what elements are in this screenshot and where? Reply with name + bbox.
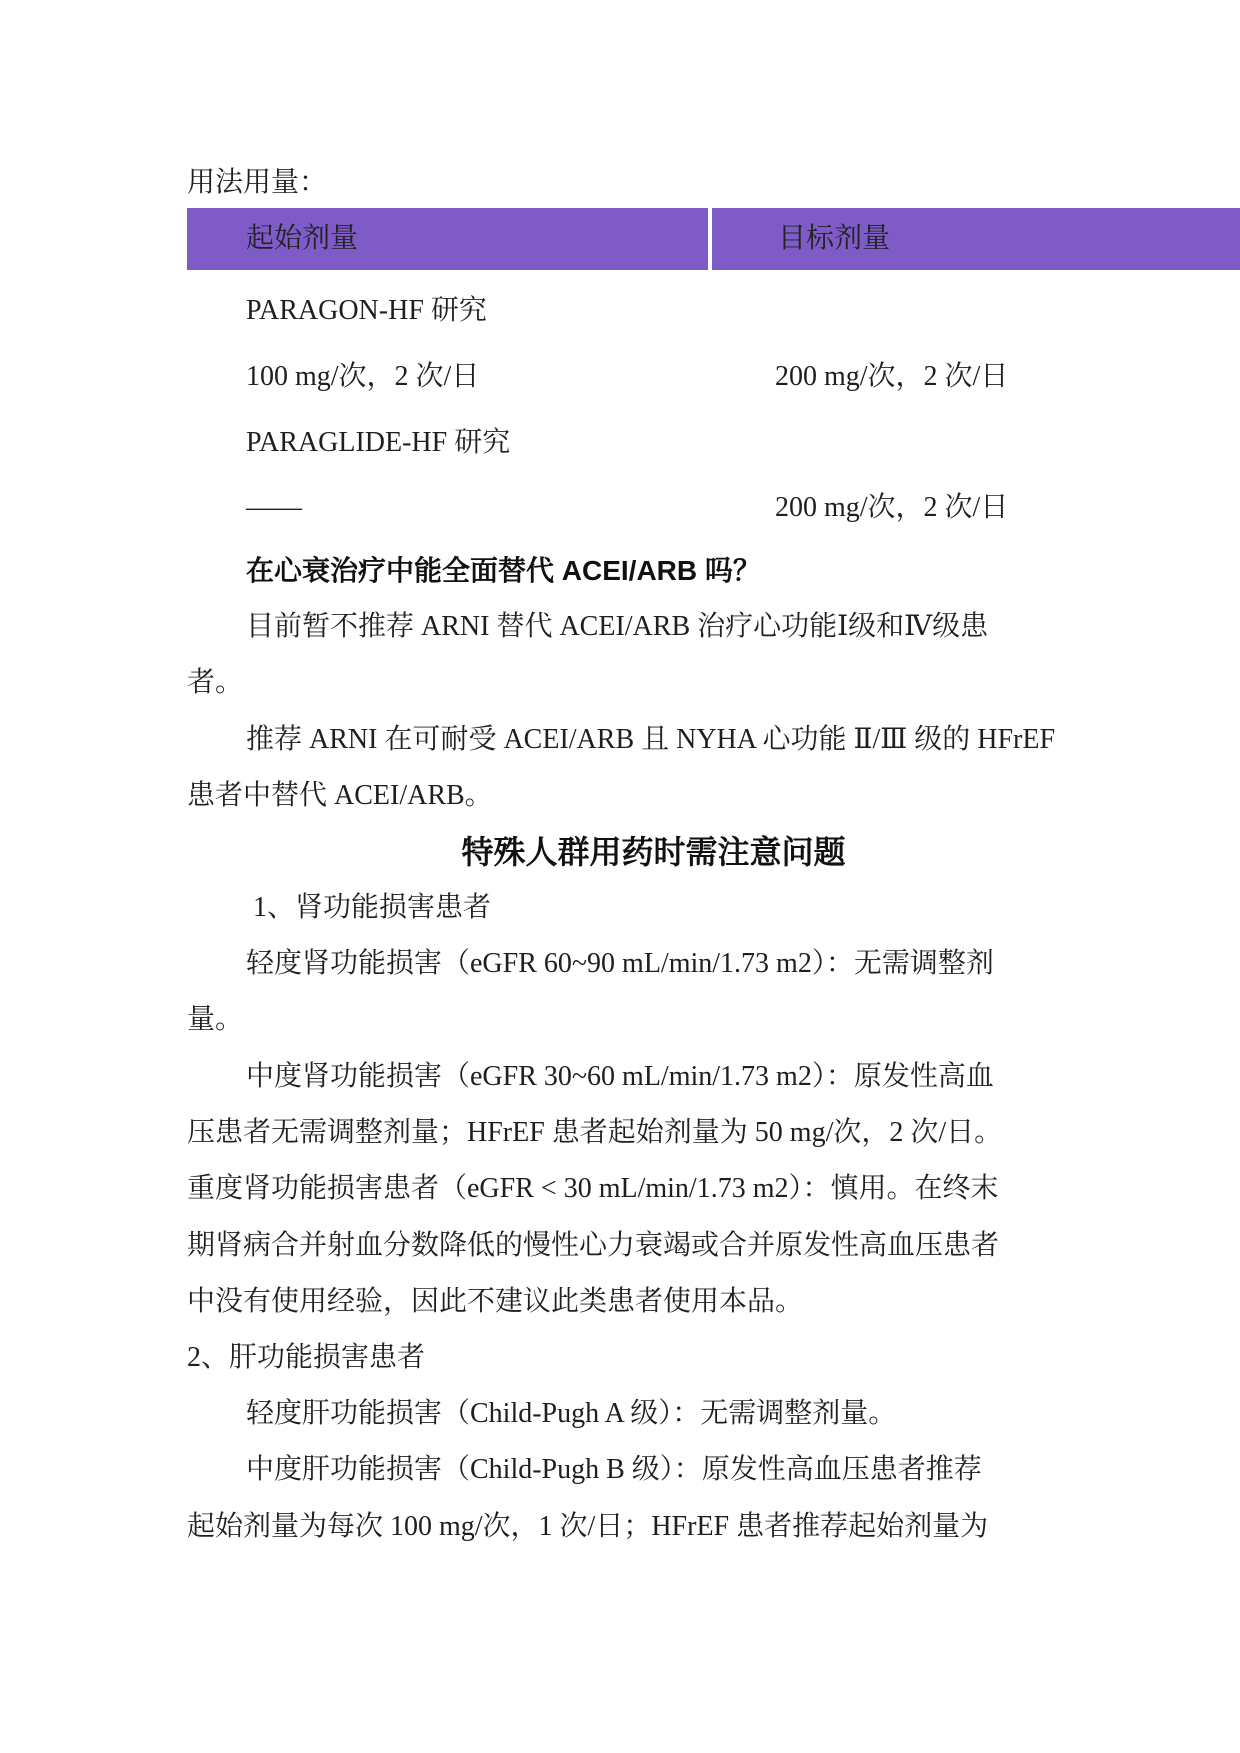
paragraph-line: 重度肾功能损害患者（eGFR < 30 mL/min/1.73 m2）：慎用。在终末: [187, 1173, 999, 1204]
paragraph-line: 推荐 ARNI 在可耐受 ACEI/ARB 且 NYHA 心功能 Ⅱ/Ⅲ 级的 HFrEF: [246, 724, 1056, 755]
table-row-study: PARAGLIDE-HF 研究: [246, 427, 511, 458]
section-heading: 特殊人群用药时需注意问题: [461, 834, 846, 870]
dosage-label: 用法用量：: [187, 167, 328, 198]
paragraph-line: 中度肾功能损害（eGFR 30~60 mL/min/1.73 m2）：原发性高血: [246, 1061, 994, 1092]
table-header-start-label: 起始剂量: [246, 223, 359, 254]
paragraph-line: 量。: [187, 1004, 244, 1035]
table-cell-start-dose: 100 mg/次，2 次/日: [246, 361, 480, 392]
table-header-target-label: 目标剂量: [778, 223, 891, 254]
paragraph-line: 期肾病合并射血分数降低的慢性心力衰竭或合并原发性高血压患者: [187, 1230, 1000, 1261]
subsection-title-hepatic: 2、肝功能损害患者: [187, 1342, 426, 1373]
table-header-target-cell: [712, 208, 1240, 270]
table-row-study: PARAGON-HF 研究: [246, 295, 487, 326]
table-cell-target-dose: 200 mg/次，2 次/日: [775, 361, 1009, 392]
paragraph-line: 目前暂不推荐 ARNI 替代 ACEI/ARB 治疗心功能Ⅰ级和Ⅳ级患: [246, 611, 989, 642]
question-heading: 在心衰治疗中能全面替代 ACEI/ARB 吗？: [246, 555, 761, 586]
table-cell-start-dose: ——: [246, 492, 302, 523]
subsection-title-renal: 1、肾功能损害患者: [253, 892, 492, 923]
paragraph-line: 轻度肾功能损害（eGFR 60~90 mL/min/1.73 m2）：无需调整剂: [246, 948, 994, 979]
paragraph-line: 者。: [187, 667, 244, 698]
paragraph-line: 中度肝功能损害（Child-Pugh B 级）：原发性高血压患者推荐: [246, 1454, 982, 1485]
paragraph-line: 轻度肝功能损害（Child-Pugh A 级）：无需调整剂量。: [246, 1398, 897, 1429]
paragraph-line: 患者中替代 ACEI/ARB。: [187, 780, 493, 811]
paragraph-line: 压患者无需调整剂量；HFrEF 患者起始剂量为 50 mg/次，2 次/日。: [187, 1117, 1003, 1148]
paragraph-line: 中没有使用经验，因此不建议此类患者使用本品。: [187, 1286, 804, 1317]
table-cell-target-dose: 200 mg/次，2 次/日: [775, 492, 1009, 523]
paragraph-line: 起始剂量为每次 100 mg/次，1 次/日；HFrEF 患者推荐起始剂量为: [187, 1511, 989, 1542]
table-header-start-cell: [187, 208, 708, 270]
